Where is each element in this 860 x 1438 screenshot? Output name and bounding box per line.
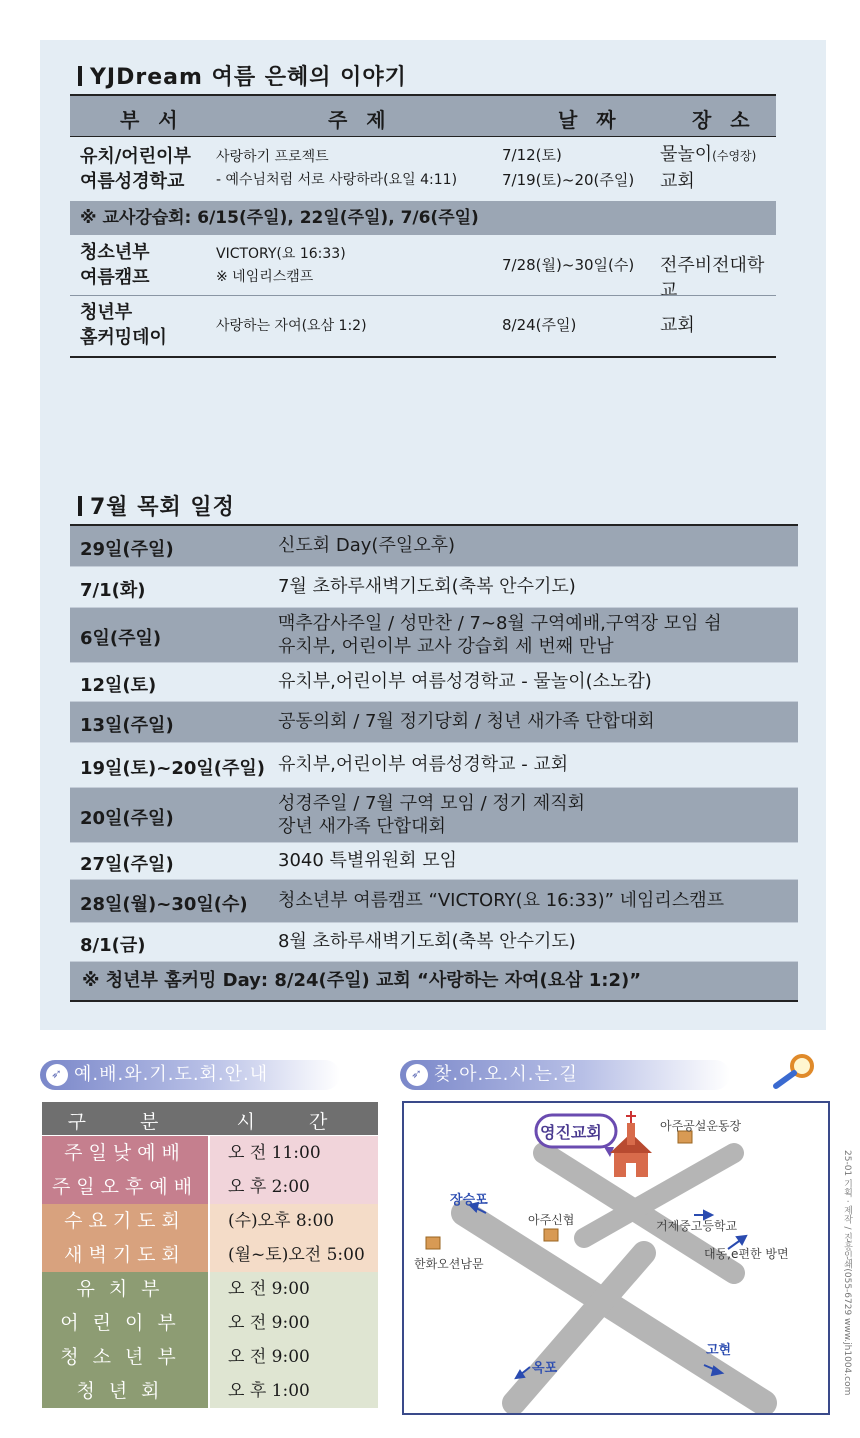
date-cell: 7/28(월)~30일(수) [502, 256, 635, 274]
service-name: 청년회 [42, 1374, 208, 1408]
worship-table [42, 1102, 378, 1408]
service-time: 오 전 9:00 [210, 1340, 378, 1374]
table-row [70, 235, 776, 301]
schedule-row [70, 843, 798, 880]
gohyeon-label: 고현 [706, 1343, 732, 1358]
schedule-event: 8월 초하루새벽기도회(축복 안수기도) [278, 931, 576, 952]
summer-table-header [70, 94, 776, 137]
schedule-date: 8/1(금) [80, 935, 146, 956]
church-name: 영진교회 [540, 1123, 602, 1142]
printer-credit: 25-01 기획 · 제작 / 진흥인쇄(055-6729 www.jh1004.com [842, 1150, 852, 1396]
ajusinhyeop-label: 아주신협 [528, 1213, 575, 1227]
stadium-label: 아주공설운동장 [660, 1119, 742, 1133]
hanwha-label: 한화오션남문 [414, 1257, 484, 1271]
okpo-label: 옥포 [532, 1361, 558, 1376]
service-time: (수)오후 8:00 [210, 1204, 378, 1238]
service-time: 오 후 1:00 [210, 1374, 378, 1408]
service-time: 오 전 9:00 [210, 1272, 378, 1306]
schedule-event: 신도회 Day(주일오후) [278, 535, 456, 556]
magnifier-icon [770, 1052, 820, 1092]
service-name: 유치부 [42, 1272, 208, 1306]
schedule-row [70, 608, 798, 663]
july-section-title: 7월 목회 일정 [78, 490, 235, 521]
geoje-school-label: 거제중고등학교 [656, 1219, 738, 1233]
date-cell: 8/24(주일) [502, 316, 577, 334]
service-name: 어린이부 [42, 1306, 208, 1340]
schedule-row [70, 788, 798, 843]
dept-cell: 유치/어린이부 여름성경학교 [80, 146, 191, 192]
schedule-row [70, 702, 798, 743]
worship-row [42, 1306, 378, 1339]
dept-cell: 청소년부 여름캠프 [80, 242, 150, 288]
schedule-date: 28일(월)~30일(수) [80, 894, 248, 915]
daedong-label: 대동,e편한 방면 [704, 1247, 789, 1261]
service-name: 새벽기도회 [42, 1238, 208, 1272]
theme-cell: 사랑하는 자여(요삼 1:2) [216, 318, 367, 334]
directions-map [402, 1101, 830, 1415]
worship-row [42, 1374, 378, 1407]
worship-row [42, 1272, 378, 1305]
jangseungpo-label: 장승포 [450, 1193, 488, 1208]
schedule-row [70, 880, 798, 923]
schedule-date: 20일(주일) [80, 808, 174, 829]
schedule-row [70, 567, 798, 608]
service-time: 오 후 2:00 [210, 1170, 378, 1204]
worship-row [42, 1340, 378, 1373]
theme-cell: 사랑하기 프로젝트 - 예수님처럼 서로 사랑하라(요일 4:11) [216, 149, 458, 188]
schedule-date: 27일(주일) [80, 854, 174, 875]
schedule-event: 7월 초하루새벽기도회(축복 안수기도) [278, 576, 576, 597]
schedule-event: 3040 특별위원회 모임 [278, 850, 457, 871]
worship-row [42, 1238, 378, 1271]
service-time: 오 전 9:00 [210, 1306, 378, 1340]
schedule-event: 유치부,어린이부 여름성경학교 - 교회 [278, 754, 569, 775]
dove-icon: ➶ [406, 1064, 428, 1086]
church-icon [610, 1111, 652, 1177]
service-name: 수요기도회 [42, 1204, 208, 1238]
header-place: 장 소 [692, 108, 756, 132]
header-time: 시 간 [236, 1111, 352, 1133]
service-time: 오 전 11:00 [210, 1136, 378, 1170]
directions-label: ➶ 찾.아.오.시.는.길 [400, 1060, 730, 1090]
worship-row [42, 1170, 378, 1203]
schedule-event: 유치부,어린이부 여름성경학교 - 물놀이(소노캄) [278, 671, 652, 692]
header-category: 구 분 [67, 1111, 183, 1133]
july-schedule-table [70, 524, 798, 1002]
schedule-date: 19일(토)~20일(주일) [80, 758, 266, 779]
place-cell: 물놀이(수영장) 교회 [660, 144, 757, 192]
table-row [70, 296, 776, 358]
schedule-event: 성경주일 / 7월 구역 모임 / 정기 제직회 장년 새가족 단합대회 [278, 793, 586, 837]
place-cell: 전주비전대학교 [660, 255, 765, 301]
service-name: 주일오후예배 [42, 1170, 208, 1204]
worship-table-header [42, 1102, 378, 1135]
schedule-event: 맥추감사주일 / 성만찬 / 7~8월 구역예배,구역장 모임 쉼 유치부, 어린이부 교사 강습회 세 번째 만남 [278, 613, 722, 657]
service-name: 주일낮예배 [42, 1136, 208, 1170]
schedule-row [70, 743, 798, 788]
schedule-row [70, 923, 798, 962]
schedule-date: 13일(주일) [80, 715, 174, 736]
service-name: 청소년부 [42, 1340, 208, 1374]
homecoming-note: ※ 청년부 홈커밍 Day: 8/24(주일) 교회 “사랑하는 자여(요삼 1:2)” [70, 962, 798, 1000]
schedule-event: 공동의회 / 7월 정기당회 / 청년 새가족 단합대회 [278, 711, 655, 732]
place-cell: 교회 [660, 315, 695, 336]
worship-row [42, 1136, 378, 1169]
date-cell: 7/12(토) 7/19(토)~20(주일) [502, 146, 635, 189]
service-time: (월~토)오전 5:00 [210, 1238, 378, 1272]
worship-row [42, 1204, 378, 1237]
dove-icon: ➶ [46, 1064, 68, 1086]
table-row [70, 137, 776, 201]
schedule-row [70, 663, 798, 702]
header-theme: 주 제 [328, 108, 392, 132]
dept-cell: 청년부 홈커밍데이 [80, 302, 167, 348]
teacher-training-note: ※ 교사강습회: 6/15(주일), 22일(주일), 7/6(주일) [70, 201, 776, 235]
schedule-event: 청소년부 여름캠프 “VICTORY(요 16:33)” 네임리스캠프 [278, 890, 724, 911]
schedule-date: 6일(주일) [80, 628, 162, 649]
summer-section-title: YJDream 여름 은혜의 이야기 [78, 60, 407, 91]
title-bar [78, 496, 82, 516]
schedule-date: 7/1(화) [80, 580, 146, 601]
summer-schedule-table [70, 94, 776, 358]
theme-cell: VICTORY(요 16:33) ※ 네임리스캠프 [216, 246, 346, 285]
worship-label: ➶ 예.배.와.기.도.회.안.내 [40, 1060, 340, 1090]
header-dept: 부 서 [120, 108, 184, 132]
schedule-date: 29일(주일) [80, 539, 174, 560]
title-bar [78, 66, 82, 86]
schedule-row [70, 526, 798, 567]
header-date: 날 짜 [558, 108, 622, 132]
schedule-date: 12일(토) [80, 675, 157, 696]
